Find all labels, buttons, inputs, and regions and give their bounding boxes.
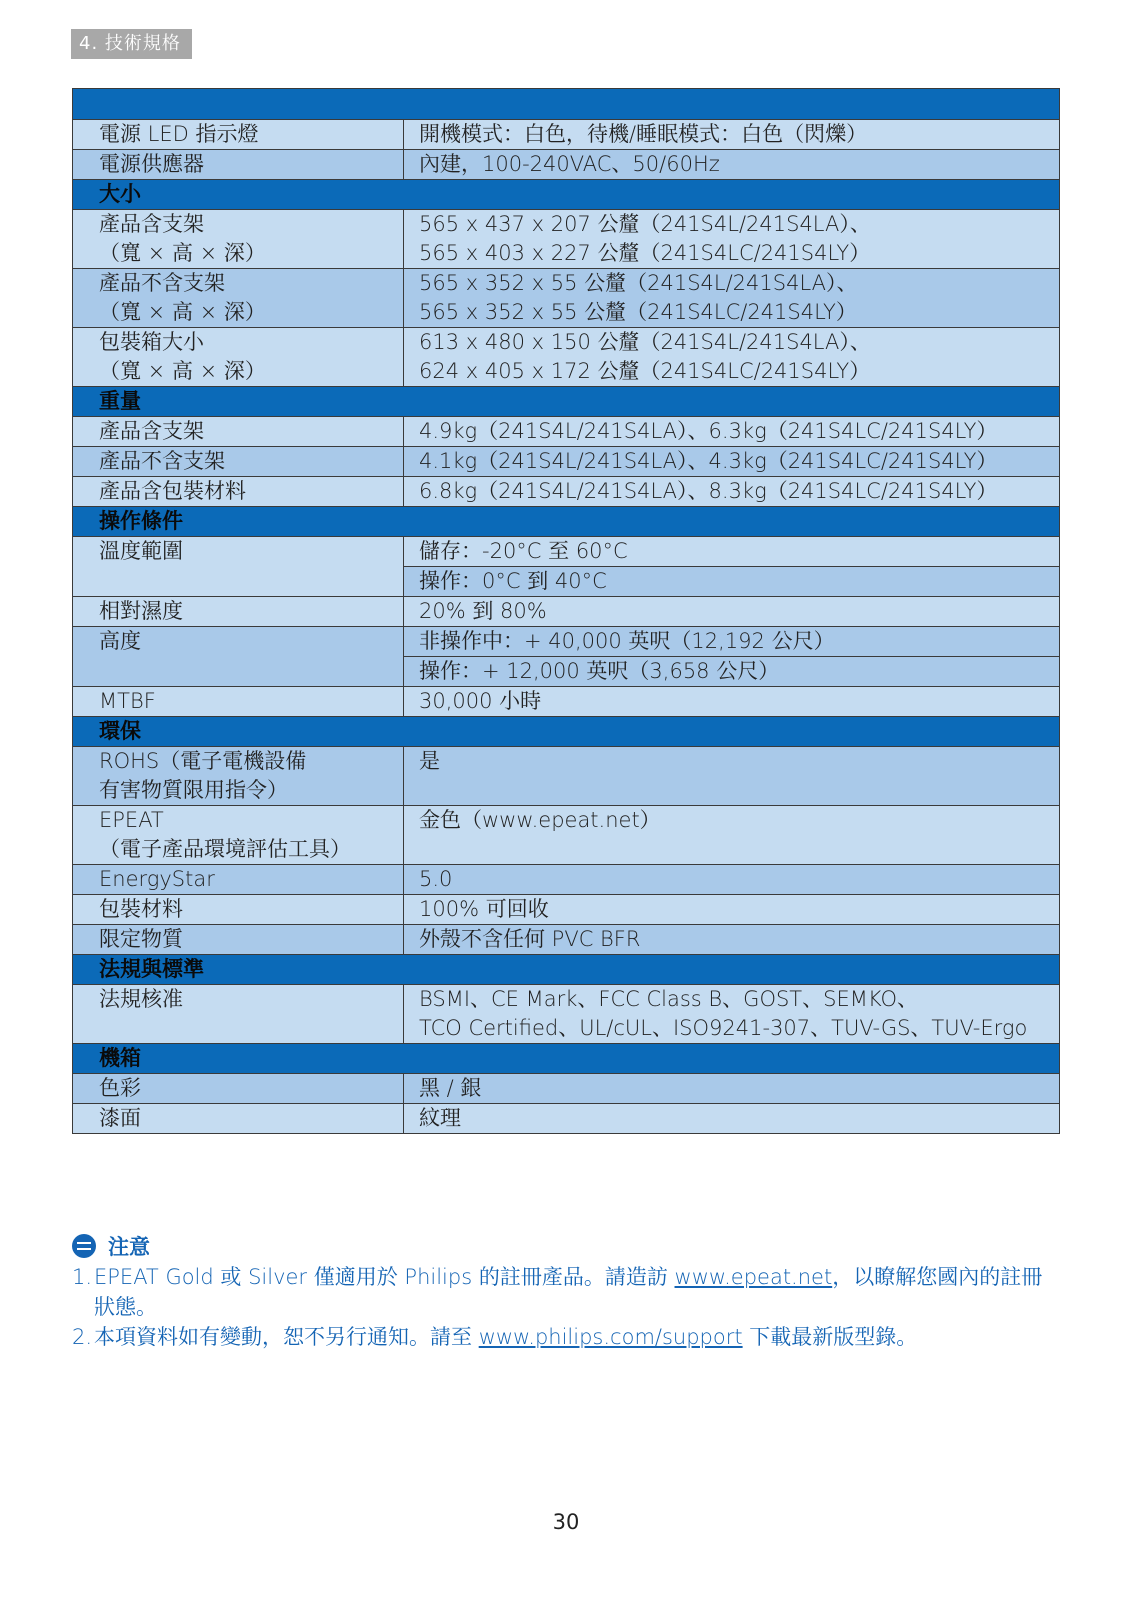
section-title-text: 機箱 [99,1046,141,1070]
spec-value [404,925,1060,955]
spec-label-line: 高度 [99,629,141,653]
note-number: 1. [72,1265,93,1289]
spec-value-line: 是 [419,749,440,773]
section-title [73,180,1060,210]
table-header-row [73,89,1060,120]
spec-value-line: 外殼不含任何 PVC BFR [419,927,641,951]
spec-label [73,597,404,627]
table-row [73,627,1060,657]
spec-value [404,210,1060,269]
table-row [73,537,1060,567]
table-row [73,597,1060,627]
spec-label [73,1074,404,1104]
spec-label [73,447,404,477]
spec-label [73,687,404,717]
spec-label-line: EnergyStar [99,867,215,891]
spec-value-line: 操作：0°C 到 40°C [419,569,607,593]
table-row [73,328,1060,387]
spec-value [404,895,1060,925]
spec-value-line: 5.0 [419,867,453,891]
page-number: 30 [552,1510,580,1534]
table-row [73,150,1060,180]
spec-value [404,747,1060,806]
spec-value-line: 6.8kg（241S4L/241S4LA）、8.3kg（241S4LC/241S4LY） [419,479,998,503]
spec-label-line: 相對濕度 [99,599,183,623]
spec-value [404,447,1060,477]
spec-label [73,1104,404,1134]
section-row [73,507,1060,537]
table-row [73,895,1060,925]
notes-list [72,1262,1062,1352]
spec-label-line: 包裝材料 [99,897,183,921]
section-title [73,955,1060,985]
table-row [73,747,1060,806]
spec-label [73,806,404,865]
table-row [73,210,1060,269]
spec-value [404,1104,1060,1134]
spec-label [73,150,404,180]
spec-label [73,627,404,687]
spec-value-line: 操作：+ 12,000 英呎（3,658 公尺） [419,659,780,683]
note-item [72,1322,1062,1352]
spec-value-line: 100% 可回收 [419,897,549,921]
note-text-after: ，以瞭解您國內的註冊狀態。 [94,1265,1043,1319]
spec-value [404,1074,1060,1104]
spec-value-line: 4.9kg（241S4L/241S4LA）、6.3kg（241S4LC/241S4LY） [419,419,998,443]
spec-value [404,865,1060,895]
spec-label [73,477,404,507]
note-text-before: EPEAT Gold 或 Silver 僅適用於 Philips 的註冊產品。請造訪 [94,1265,675,1289]
spec-label-line: 法規核准 [99,987,183,1011]
spec-label [73,120,404,150]
table-row [73,417,1060,447]
note-icon [72,1234,96,1258]
section-title-text: 操作條件 [99,509,183,533]
philips-support-link[interactable]: www.philips.com/support [478,1325,743,1349]
spec-value [404,328,1060,387]
spec-value [404,985,1060,1044]
spec-label [73,417,404,447]
spec-value [404,477,1060,507]
section-row [73,180,1060,210]
section-title-text: 大小 [99,182,141,206]
spec-label [73,925,404,955]
table-row [73,120,1060,150]
spec-value-line: BSMI、CE Mark、FCC Class B、GOST、SEMKO、 [419,987,918,1011]
section-title [73,387,1060,417]
spec-label-line: 限定物質 [99,927,183,951]
table-header-cell [73,89,1060,120]
spec-label-line: 產品不含支架 [99,449,225,473]
note-title: 注意 [108,1235,150,1259]
note-item [72,1262,1062,1322]
spec-value-line: TCO Certified、UL/cUL、ISO9241-307、TUV-GS、TUV-Ergo [419,1016,1028,1040]
spec-value-line: 624 x 405 x 172 公釐（241S4LC/241S4LY） [419,359,871,383]
spec-value [404,806,1060,865]
spec-value-line: 非操作中：+ 40,000 英呎（12,192 公尺） [419,629,835,653]
spec-label-line: 產品含包裝材料 [99,479,246,503]
spec-value-line: 4.1kg（241S4L/241S4LA）、4.3kg（241S4LC/241S4LY） [419,449,998,473]
spec-label [73,865,404,895]
table-row [73,985,1060,1044]
section-tag: 4. 技術規格 [71,29,192,59]
note-number: 2. [72,1325,93,1349]
table-row [73,806,1060,865]
spec-value [404,269,1060,328]
note-text-after: 下載最新版型錄。 [742,1325,918,1349]
spec-label-line: MTBF [99,689,156,713]
spec-value [404,567,1060,597]
spec-table-body [73,89,1060,1134]
section-row [73,1044,1060,1074]
spec-label-line: 包裝箱大小 [99,330,204,354]
spec-label [73,328,404,387]
spec-label-line: 電源供應器 [99,152,204,176]
spec-value-line: 30,000 小時 [419,689,542,713]
spec-label-line: 漆面 [99,1106,141,1130]
note-text-before: 本項資料如有變動，恕不另行通知。請至 [94,1325,479,1349]
spec-value [404,120,1060,150]
table-row [73,477,1060,507]
spec-label-line: 溫度範圍 [99,539,183,563]
spec-label-line: 產品含支架 [99,212,204,236]
spec-label-line: 電源 LED 指示燈 [99,122,259,146]
spec-label [73,537,404,597]
spec-value [404,627,1060,657]
spec-label-line: 有害物質限用指令） [99,778,288,802]
table-row [73,1104,1060,1134]
spec-value-line: 黑 / 銀 [419,1076,482,1100]
section-row [73,955,1060,985]
table-row [73,1074,1060,1104]
spec-label-line: 產品不含支架 [99,271,225,295]
table-row [73,447,1060,477]
section-row [73,717,1060,747]
section-title [73,507,1060,537]
spec-value-line: 儲存：-20°C 至 60°C [419,539,628,563]
table-row [73,687,1060,717]
section-title [73,1044,1060,1074]
spec-value-line: 開機模式：白色，待機/睡眠模式：白色（閃爍） [419,122,868,146]
spec-value-line: 內建，100-240VAC、50/60Hz [419,152,720,176]
spec-label [73,747,404,806]
table-row [73,925,1060,955]
section-row [73,387,1060,417]
spec-label-line: （寬 × 高 × 深） [99,241,266,265]
spec-value [404,150,1060,180]
spec-label-line: EPEAT [99,808,164,832]
section-title-text: 環保 [99,719,141,743]
spec-label-line: ROHS（電子電機設備 [99,749,307,773]
section-title-text: 法規與標準 [99,957,204,981]
spec-label [73,210,404,269]
spec-label-line: 產品含支架 [99,419,204,443]
spec-value-line: 565 x 352 x 55 公釐（241S4L/241S4LA）、 [419,271,858,295]
table-row [73,269,1060,328]
spec-label-line: （電子產品環境評估工具） [99,837,351,861]
spec-value-line: 565 x 352 x 55 公釐（241S4LC/241S4LY） [419,300,857,324]
spec-label [73,269,404,328]
spec-value [404,417,1060,447]
spec-value-line: 565 x 403 x 227 公釐（241S4LC/241S4LY） [419,241,871,265]
spec-label [73,895,404,925]
section-title [73,717,1060,747]
spec-value-line: 金色（www.epeat.net） [419,808,661,832]
spec-value [404,657,1060,687]
note-heading [72,1231,150,1261]
spec-label-line: （寬 × 高 × 深） [99,300,266,324]
spec-value-line: 紋理 [419,1106,461,1130]
spec-label-line: 色彩 [99,1076,141,1100]
spec-label-line: （寬 × 高 × 深） [99,359,266,383]
spec-value-line: 565 x 437 x 207 公釐（241S4L/241S4LA）、 [419,212,871,236]
spec-value-line: 20% 到 80% [419,599,547,623]
spec-value-line: 613 x 480 x 150 公釐（241S4L/241S4LA）、 [419,330,871,354]
table-row [73,865,1060,895]
spec-value [404,597,1060,627]
spec-value [404,687,1060,717]
note-text [94,1322,917,1352]
note-text [94,1262,1062,1322]
spec-table [72,88,1060,1134]
section-title-text: 重量 [99,389,141,413]
epeat-link[interactable]: www.epeat.net [674,1265,833,1289]
spec-value [404,537,1060,567]
spec-label [73,985,404,1044]
